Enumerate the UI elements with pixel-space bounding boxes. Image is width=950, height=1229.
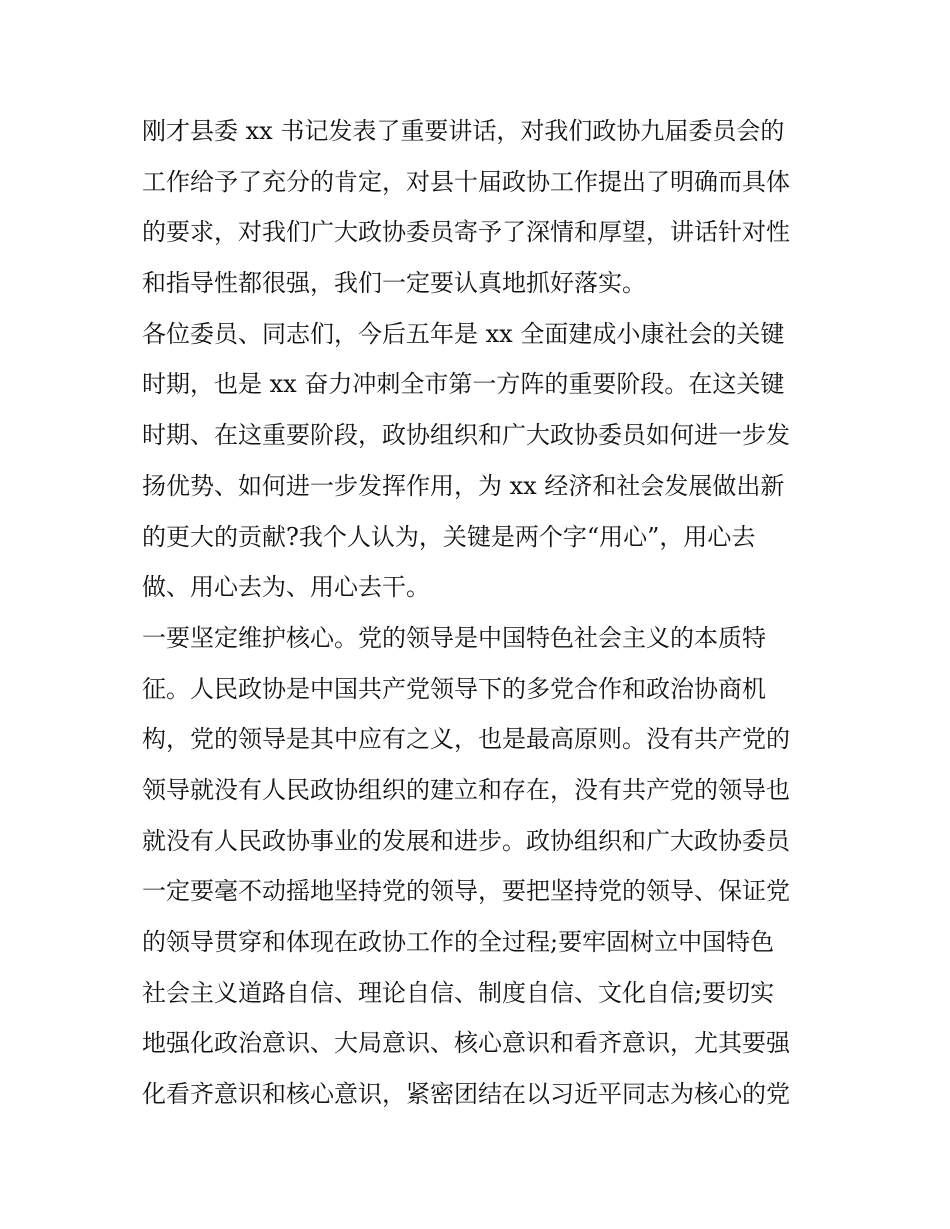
paragraph-3	[142, 613, 822, 1120]
document-body	[142, 106, 822, 1120]
text-line: 化看齐意识和核心意识，紧密团结在以习近平同志为核心的党	[142, 1080, 790, 1109]
text-line: 的领导贯穿和体现在政协工作的全过程;要牢固树立中国特色	[142, 928, 775, 956]
text-line: 地强化政治意识、大局意识、核心意识和看齐意识，尤其要强	[142, 1029, 790, 1058]
text-line: 各位委员、同志们，今后五年是 xx 全面建成小康社会的关键	[142, 319, 785, 348]
text-line: 一要坚定维护核心。党的领导是中国特色社会主义的本质特	[142, 623, 766, 652]
text-line: 构，党的领导是其中应有之义，也是最高原则。没有共产党的	[142, 725, 790, 754]
text-line: 做、用心去为、用心去干。	[142, 573, 430, 602]
paragraph-1	[142, 106, 822, 309]
text-line: 领导就没有人民政协组织的建立和存在，没有共产党的领导也	[142, 775, 790, 804]
text-line: 时期、在这重要阶段，政协组织和广大政协委员如何进一步发	[142, 421, 790, 450]
text-line: 时期，也是 xx 奋力冲刺全市第一方阵的重要阶段。在这关键	[142, 370, 785, 399]
text-line: 扬优势、如何进一步发挥作用，为 xx 经济和社会发展做出新	[142, 471, 785, 500]
text-line: 的要求，对我们广大政协委员寄予了深情和厚望，讲话针对性	[142, 218, 790, 247]
text-line: 一定要毫不动摇地坚持党的领导，要把坚持党的领导、保证党	[142, 877, 790, 906]
text-line: 的更大的贡献?我个人认为，关键是两个字“用心”，用心去	[142, 522, 756, 551]
text-line: 刚才县委 xx 书记发表了重要讲话，对我们政协九届委员会的	[142, 117, 785, 145]
text-line: 工作给予了充分的肯定，对县十届政协工作提出了明确而具体	[142, 167, 790, 196]
paragraph-2	[142, 309, 822, 613]
text-line: 就没有人民政协事业的发展和进步。政协组织和广大政协委员	[142, 826, 790, 855]
text-line: 和指导性都很强，我们一定要认真地抓好落实。	[142, 269, 646, 298]
text-line: 征。人民政协是中国共产党领导下的多党合作和政治协商机	[142, 674, 766, 703]
text-line: 社会主义道路自信、理论自信、制度自信、文化自信;要切实	[142, 978, 775, 1007]
